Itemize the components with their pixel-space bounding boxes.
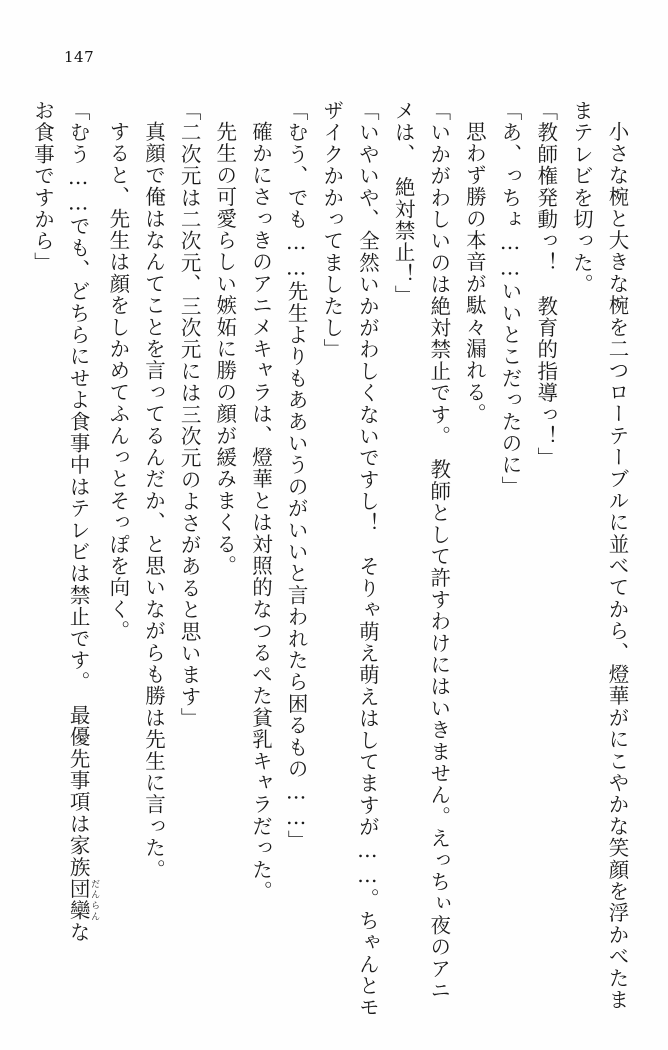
page-number: 147	[64, 48, 95, 66]
paragraph: 「あ、っちょ……いいとこだったのに」	[498, 100, 523, 498]
ruby-annotation: 団欒 だんらん	[66, 877, 100, 922]
paragraph: 小さな椀と大きな椀を二つローテーブルに並べてから、燈華がにこやかな笑顔を浮かべたままテレビを切った。	[569, 100, 629, 1011]
vertical-text-body	[30, 100, 634, 1020]
paragraph: 「いかがわしいのは絶対禁止です。 教師として許すわけにはいきません。えっちぃ夜のアニメは、 絶対禁止！」	[391, 100, 451, 1002]
paragraph: 先生の可愛らしい嫉妬に勝の顔が緩みまくる。	[212, 120, 237, 577]
paragraph: 「いやいや、全然いかがわしくないですし！ そりゃ萌え萌えはしてますが……。ちゃんとモザイクかかってましたし」	[319, 100, 380, 1019]
paragraph: 真顔で俺はなんてことを言ってるんだか、と思いながらも勝は先生に言った。	[141, 120, 166, 880]
paragraph: お食事ですから」	[30, 100, 55, 274]
paragraph: 「二次元は二次元、三次元には三次元のよさがあると思います」	[177, 100, 202, 730]
paragraph-with-ruby: 「むう……でも、どちらにせよ食事中はテレビは禁止です。 最優先事項は家族団欒 だんらんな	[66, 100, 100, 944]
paragraph: 思わず勝の本音が駄々漏れる。	[462, 120, 487, 425]
paragraph: 「むう、でも……先生よりもああいうのがいいと言われたら困るもの……」	[284, 100, 309, 852]
paragraph: 「教師権発動っ！ 教育的指導っ！」	[533, 100, 558, 469]
paragraph: 確かにさっきのアニメキャラは、燈華とは対照的なつるぺた貧乳キャラだった。	[248, 120, 273, 902]
paragraph: すると、先生は顔をしかめてふんっとそっぽを向く。	[105, 120, 130, 642]
